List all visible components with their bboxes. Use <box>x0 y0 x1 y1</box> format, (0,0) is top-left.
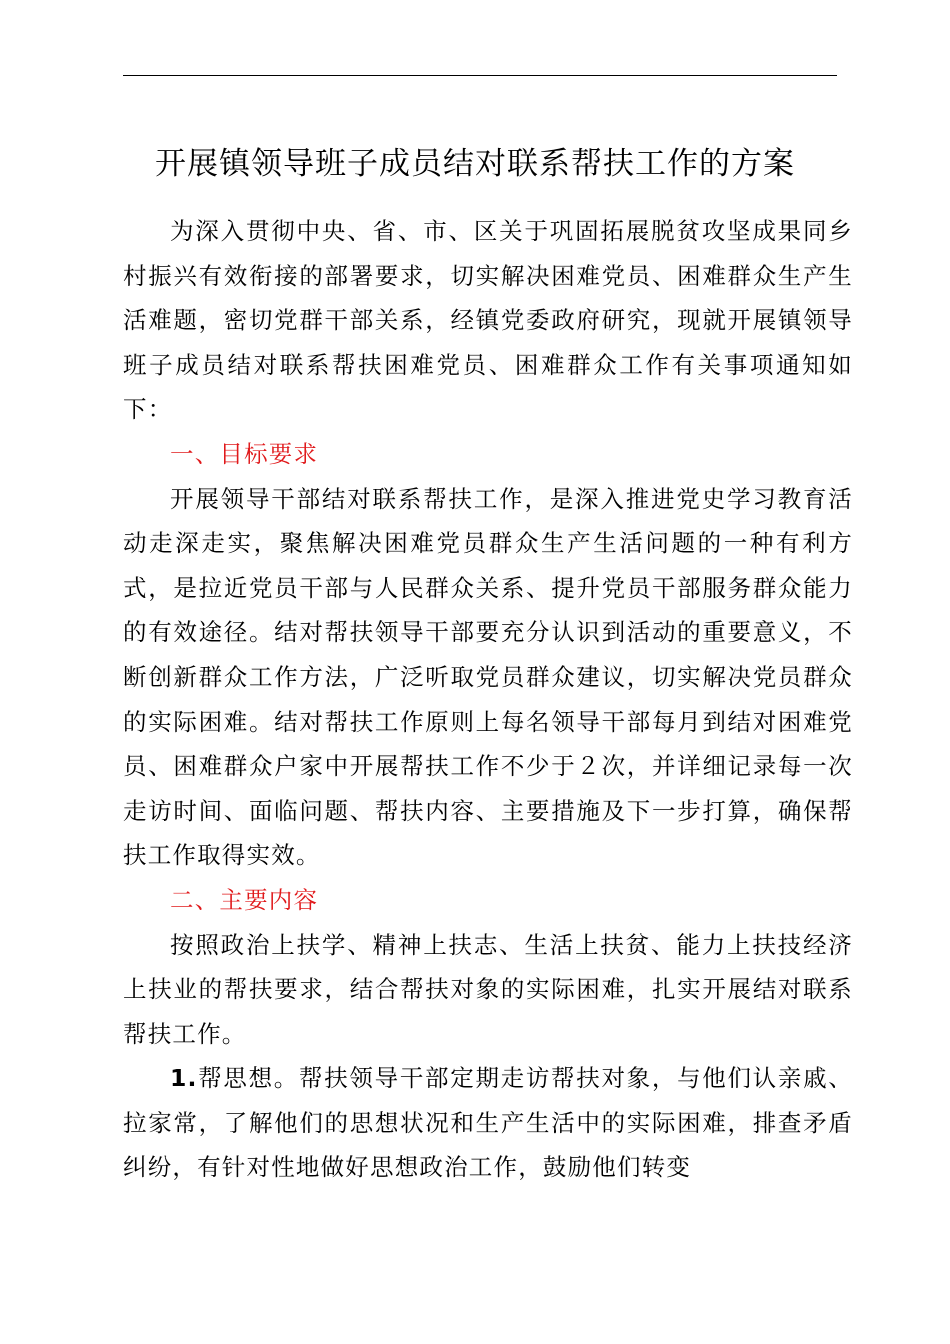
document-body <box>123 209 853 1190</box>
intro-paragraph: 为深入贯彻中央、省、市、区关于巩固拓展脱贫攻坚成果同乡村振兴有效衔接的部署要求，切实解决困难党员、困难群众生产生活难题，密切党群干部关系，经镇党委政府研究，现就开展镇领导班子成员结对联系帮扶困难党员、困难群众工作有关事项通知如下： <box>123 217 853 424</box>
goals-paragraph: 开展领导干部结对联系帮扶工作，是深入推进党史学习教育活动走深走实，聚焦解决困难党员群众生产生活问题的一种有利方式，是拉近党员干部与人民群众关系、提升党员干部服务群众能力的有效途径。结对帮扶领导干部要充分认识到活动的重要意义，不断创新群众工作方法，广泛听取党员群众建议，切实解决党员群众的实际困难。结对帮扶工作原则上每名领导干部每月到结对困难党员、困难群众户家中开展帮扶工作不少于２次，并详细记录每一次走访时间、面临问题、帮扶内容、主要措施及下一步打算，确保帮扶工作取得实效。 <box>123 484 853 870</box>
document-title: 开展镇领导班子成员结对联系帮扶工作的方案 <box>155 146 795 182</box>
item-1-paragraph <box>123 1056 853 1190</box>
section-heading-content: 二、主要内容 <box>170 885 319 914</box>
section-heading-goals: 一、目标要求 <box>170 439 319 468</box>
item-1-number: 1. <box>170 1064 198 1093</box>
item-1-text: 帮思想。帮扶领导干部定期走访帮扶对象，与他们认亲戚、拉家常，了解他们的思想状况和生产生活中的实际困难，排查矛盾纠纷，有针对性地做好思想政治工作，鼓励他们转变 <box>123 1064 853 1182</box>
header-rule <box>123 75 837 76</box>
content-paragraph: 按照政治上扶学、精神上扶志、生活上扶贫、能力上扶技经济上扶业的帮扶要求，结合帮扶对象的实际困难，扎实开展结对联系帮扶工作。 <box>123 930 853 1048</box>
